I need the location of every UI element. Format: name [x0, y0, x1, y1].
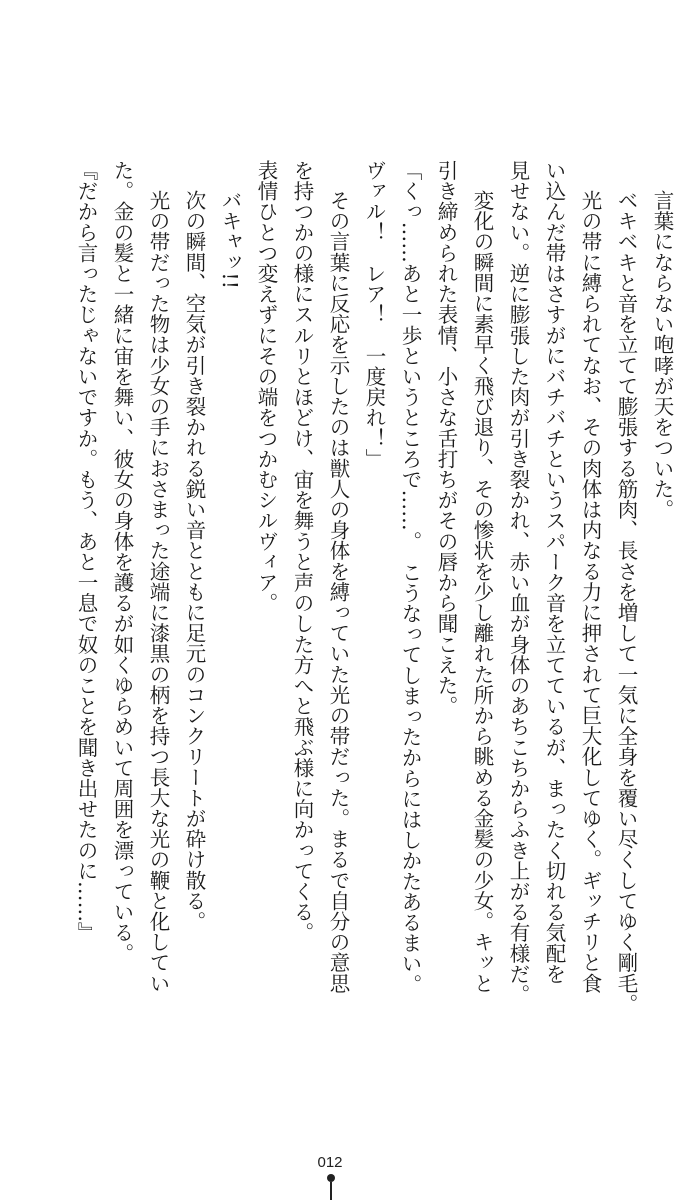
page-ornament-icon	[327, 1174, 335, 1200]
text-line: 『だから言ったじゃないですか。もう、あと一息で奴のことを聞き出せたのに……』	[74, 160, 98, 943]
text-line: 見せない。逆に膨張した肉が引き裂かれ、赤い血が身体のあちこちからふき上がる有様だ。	[506, 160, 530, 1005]
text-line: ヴァル！ レア！ 一度戻れ！」	[362, 160, 386, 469]
text-line: い込んだ帯はさすがにバチバチというスパーク音を立てているが、まったく切れる気配を	[542, 160, 566, 984]
text-line: 次の瞬間、空気が引き裂かれる鋭い音とともに足元のコンクリートが砕け散る。	[182, 190, 206, 932]
text-line: 表情ひとつ変えずにその端をつかむシルヴィア。	[254, 160, 278, 614]
text-line: ベキベキと音を立てて膨張する筋肉、長さを増して一気に全身を覆い尽くしてゆく剛毛。	[614, 190, 638, 1014]
page-number: 012	[317, 1154, 343, 1171]
ornament-dot	[327, 1174, 335, 1182]
text-line: バキャッ!!	[218, 190, 242, 290]
body-text	[68, 160, 680, 1014]
text-line: 変化の瞬間に素早く飛び退り、その惨状を少し離れた所から眺める金髪の少女。キッと	[470, 190, 494, 994]
text-line: 光の帯に縛られてなお、その肉体は内なる力に押されて巨大化してゆく。ギッチリと食	[578, 190, 602, 994]
text-line: を持つかの様にスルリとほどけ、宙を舞うと声のした方へと飛ぶ様に向かってくる。	[290, 160, 314, 943]
ornament-stem	[330, 1182, 332, 1200]
text-line: 引き締められた表情、小さな舌打ちがその唇から聞こえた。	[434, 160, 458, 717]
text-line: 光の帯だった物は少女の手におさまった途端に漆黒の柄を持つ長大な光の鞭と化してい	[146, 190, 170, 994]
text-line: た。金の髪と一緒に宙を舞い、彼女の身体を護るが如くゆらめいて周囲を漂っている。	[110, 160, 134, 964]
text-line: 「くっ……あと一歩というところで……。 こうなってしまったからにはしかたあるまい。	[398, 160, 422, 995]
text-line: その言葉に反応を示したのは獣人の身体を縛っていた光の帯だった。まるで自分の意思	[326, 190, 350, 994]
text-line: 言葉にならない咆哮が天をついた。	[650, 190, 674, 520]
